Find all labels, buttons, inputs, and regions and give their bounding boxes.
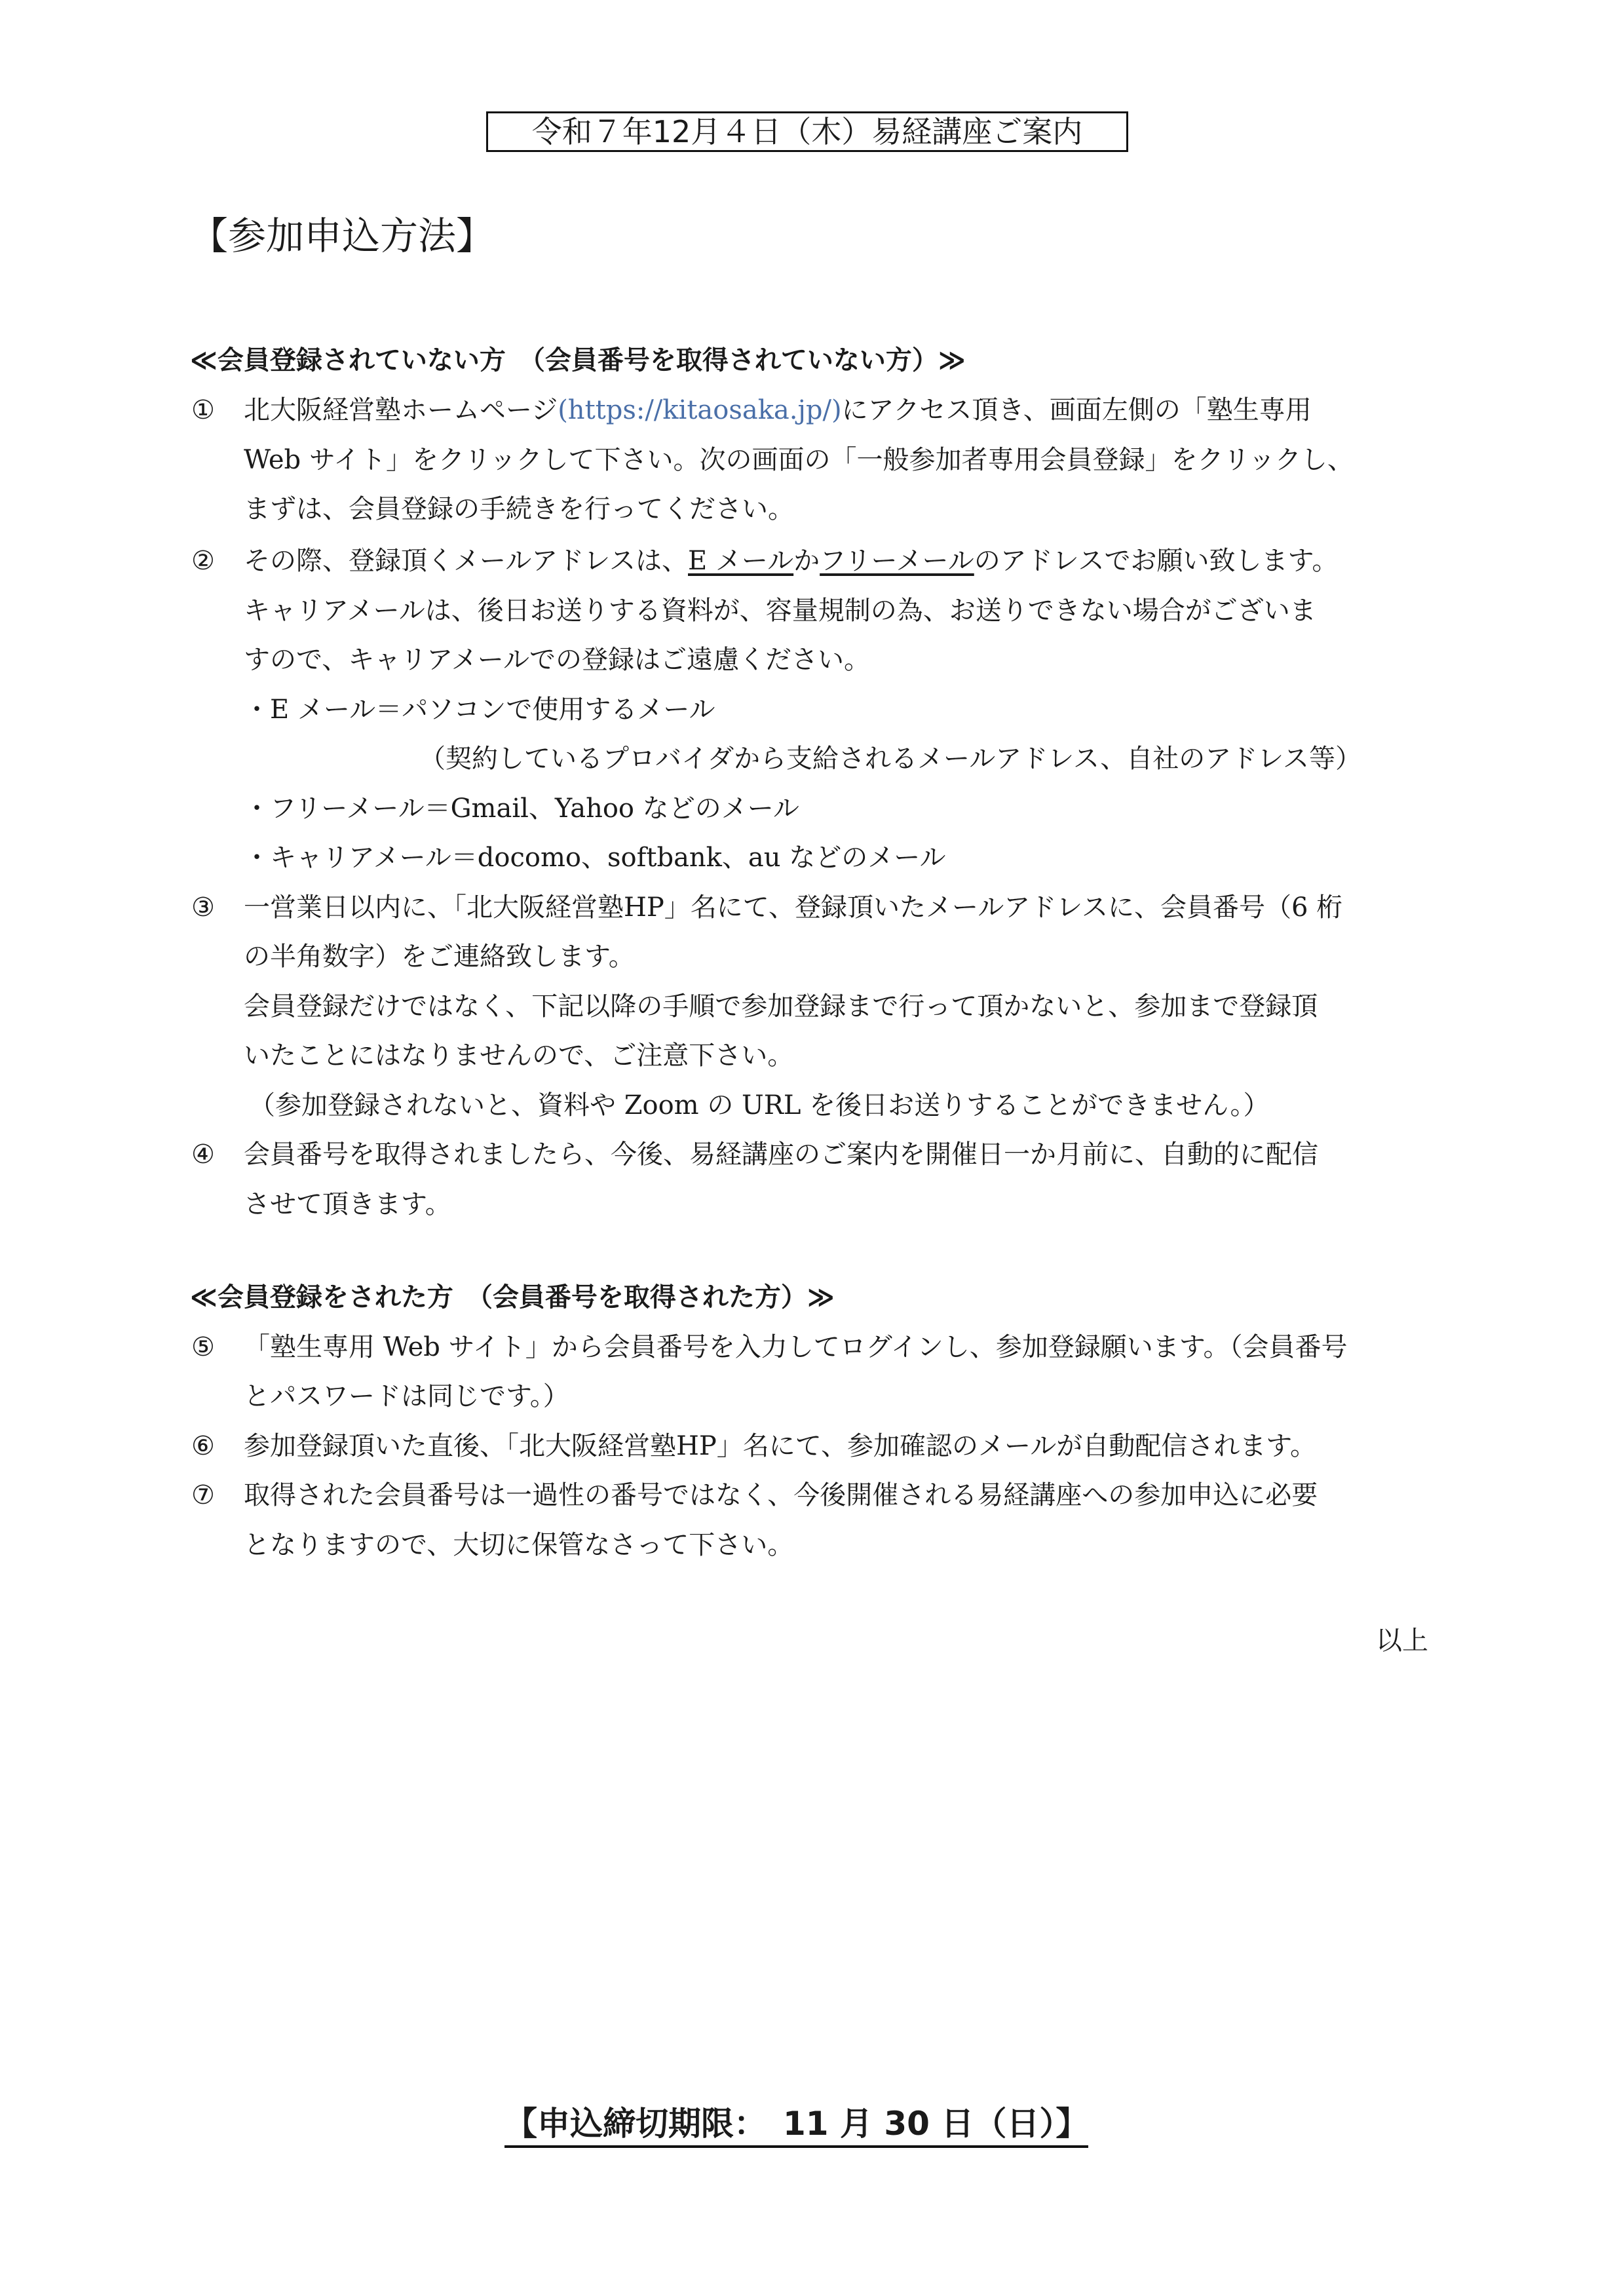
item2-number: ②	[191, 546, 215, 576]
item2-emphasis-email: E メール	[688, 546, 794, 576]
item4-line1: 会員番号を取得されましたら、今後、易経講座のご案内を開催日一か月前に、自動的に配信	[244, 1139, 1318, 1170]
item2-bullet-email: ・E メール＝パソコンで使用するメール	[244, 695, 715, 725]
item1-number: ①	[191, 395, 215, 425]
item7-number: ⑦	[191, 1480, 215, 1510]
item3-line2: の半角数字）をご連絡致します。	[244, 942, 635, 972]
closing-remark: 以上	[1376, 1626, 1428, 1656]
item1-text-b: にアクセス頂き、画面左側の「塾生専用	[841, 395, 1312, 425]
item2-text-b: か	[793, 546, 820, 576]
item2-line1	[244, 545, 1338, 577]
item5-number: ⑤	[191, 1332, 215, 1362]
group2-heading: ≪会員登録をされた方 （会員番号を取得された方）≫	[190, 1282, 835, 1312]
homepage-url-link[interactable]: (https://kitaosaka.jp/)	[558, 395, 842, 425]
item2-bullet-email-note: （契約しているプロバイダから支給されるメールアドレス、自社のアドレス等）	[419, 744, 1361, 774]
item2-bullet-freemail: ・フリーメール＝Gmail、Yahoo などのメール	[244, 794, 799, 824]
item4-number: ④	[191, 1139, 215, 1170]
item3-line5: （参加登録されないと、資料や Zoom の URL を後日お送りすることができません。）	[249, 1090, 1270, 1120]
item5-line1: 「塾生専用 Web サイト」から会員番号を入力してログインし、参加登録願います。（会員番号	[244, 1332, 1348, 1362]
item6-line1: 参加登録頂いた直後、「北大阪経営塾HP」名にて、参加確認のメールが自動配信されます。	[244, 1431, 1316, 1461]
item3-line3: 会員登録だけではなく、下記以降の手順で参加登録まで行って頂かないと、参加まで登録頂	[244, 991, 1318, 1022]
item2-bullet-carrier: ・キャリアメール＝docomo、softbank、au などのメール	[244, 843, 946, 873]
item3-number: ③	[191, 892, 215, 923]
item1-line3: まずは、会員登録の手続きを行ってください。	[244, 494, 794, 524]
item1-text-a: 北大阪経営塾ホームページ	[244, 395, 558, 425]
section-heading: 【参加申込方法】	[190, 214, 495, 258]
item2-text-c: のアドレスでお願い致します。	[974, 546, 1339, 576]
document-title: 令和７年12月４日（木）易経講座ご案内	[486, 111, 1128, 152]
item2-text-a: その際、登録頂くメールアドレスは、	[244, 546, 688, 576]
item2-line3: すので、キャリアメールでの登録はご遠慮ください。	[244, 645, 870, 675]
item3-line1: 一営業日以内に、「北大阪経営塾HP」名にて、登録頂いたメールアドレスに、会員番号（6 桁	[244, 892, 1343, 923]
group1-heading: ≪会員登録されていない方 （会員番号を取得されていない方）≫	[190, 345, 966, 375]
item2-emphasis-freemail: フリーメール	[820, 546, 974, 576]
item1-line1	[244, 394, 1312, 426]
item1-line2: Web サイト」をクリックして下さい。次の画面の「一般参加者専用会員登録」をクリックし、	[244, 445, 1354, 475]
item5-line2: とパスワードは同じです。）	[244, 1381, 569, 1411]
item6-number: ⑥	[191, 1431, 215, 1461]
application-deadline: 【申込締切期限： 11 月 30 日（日）】	[504, 2103, 1088, 2148]
item2-line2: キャリアメールは、後日お送りする資料が、容量規制の為、お送りできない場合がございま	[244, 596, 1316, 626]
item7-line1: 取得された会員番号は一過性の番号ではなく、今後開催される易経講座への参加申込に必要	[244, 1480, 1318, 1510]
item7-line2: となりますので、大切に保管なさって下さい。	[244, 1530, 794, 1560]
item3-line4: いたことにはなりませんので、ご注意下さい。	[244, 1041, 794, 1071]
item4-line2: させて頂きます。	[244, 1189, 451, 1219]
